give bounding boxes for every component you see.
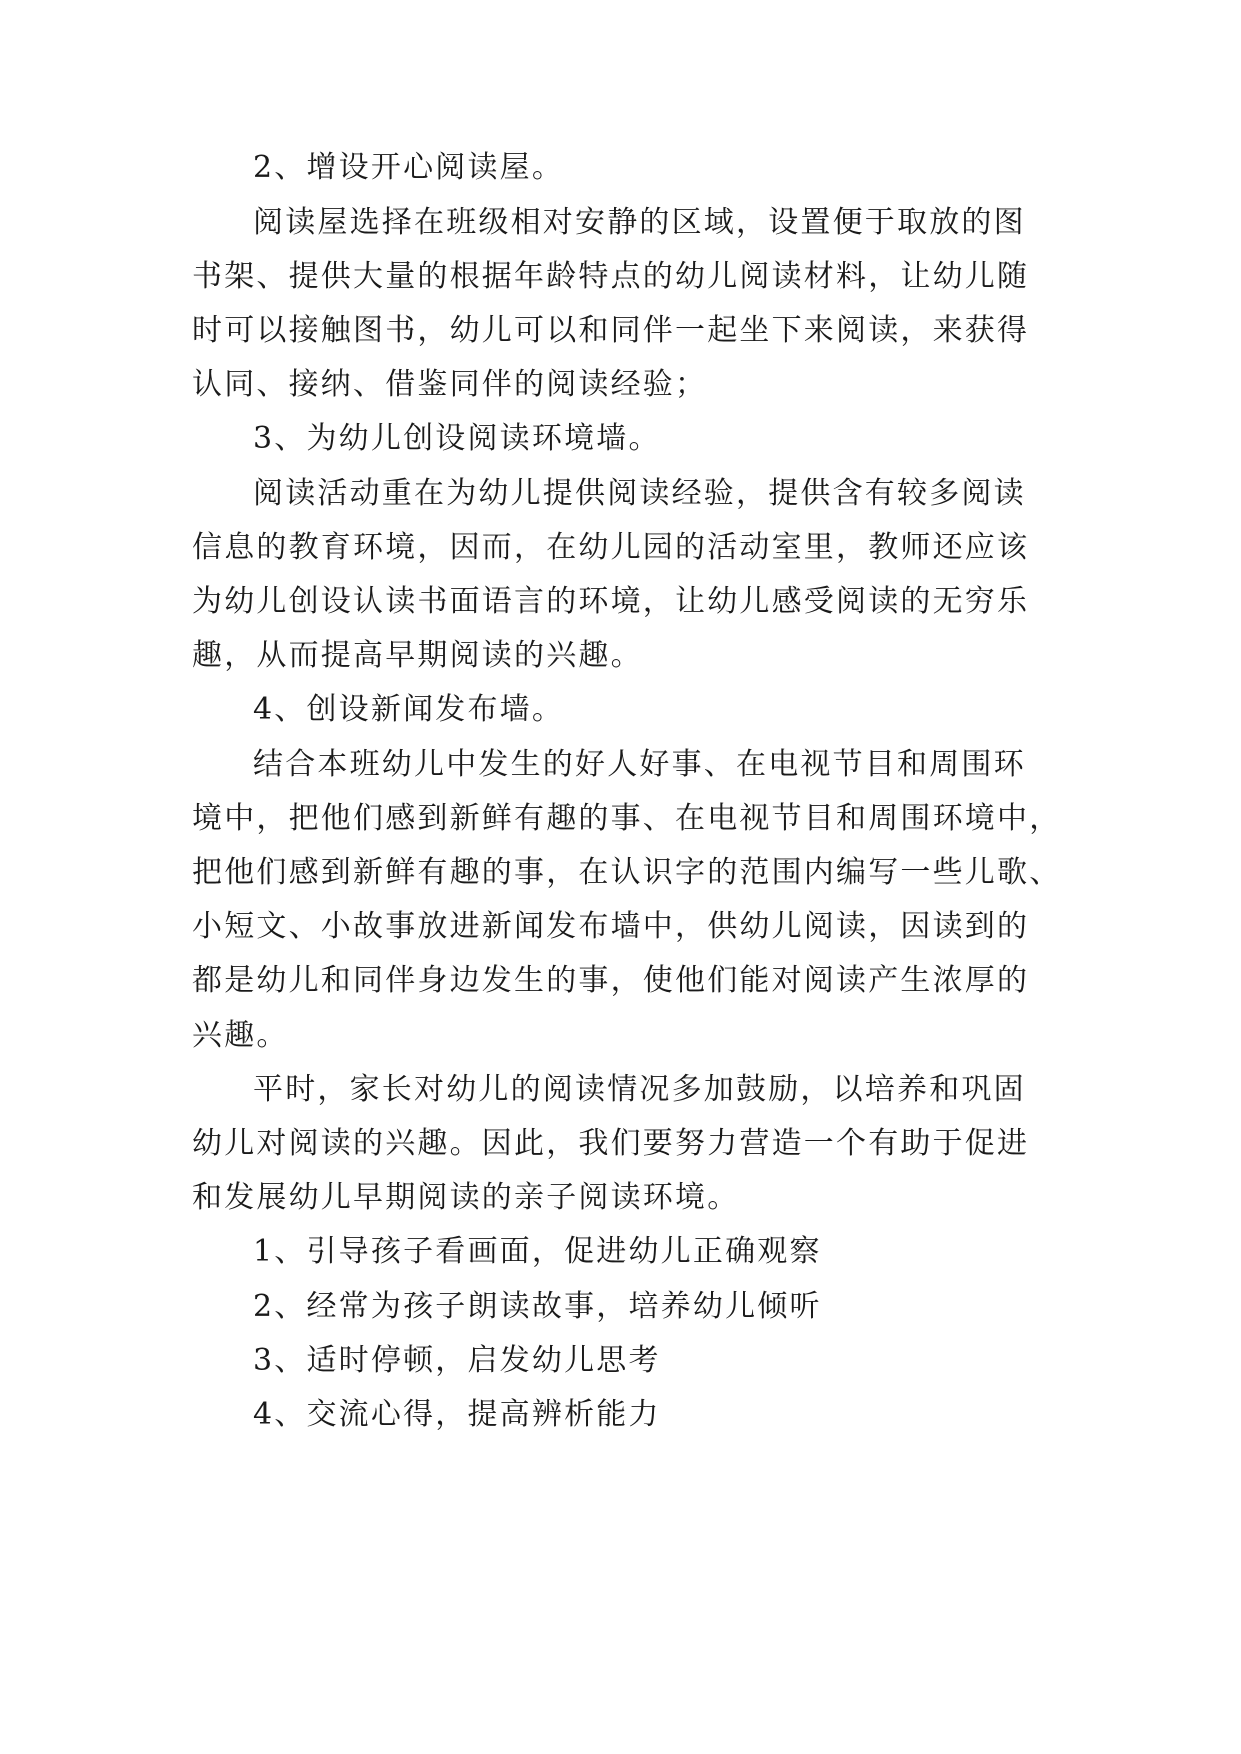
paragraph-line: 信息的教育环境，因而，在幼儿园的活动室里，教师还应该 — [192, 530, 1030, 565]
paragraph-line: 时可以接触图书，幼儿可以和同伴一起坐下来阅读，来获得 — [192, 313, 1030, 348]
paragraph-line: 认同、接纳、借鉴同伴的阅读经验； — [192, 367, 708, 402]
paragraph-line: 阅读屋选择在班级相对安静的区域，设置便于取放的图 — [253, 205, 1026, 240]
heading-reading-wall: 3、为幼儿创设阅读环境墙。 — [253, 421, 661, 456]
list-item: 2、经常为孩子朗读故事，培养幼儿倾听 — [253, 1289, 822, 1324]
paragraph-line: 兴趣。 — [192, 1018, 289, 1053]
paragraph-line: 阅读活动重在为幼儿提供阅读经验，提供含有较多阅读 — [253, 476, 1026, 511]
paragraph-line: 和发展幼儿早期阅读的亲子阅读环境。 — [192, 1180, 740, 1215]
list-item: 1、引导孩子看画面，促进幼儿正确观察 — [253, 1234, 822, 1269]
paragraph-line: 书架、提供大量的根据年龄特点的幼儿阅读材料，让幼儿随 — [192, 259, 1030, 294]
list-item: 3、适时停顿，启发幼儿思考 — [253, 1343, 661, 1378]
paragraph-line: 幼儿对阅读的兴趣。因此，我们要努力营造一个有助于促进 — [192, 1126, 1030, 1161]
paragraph-line: 小短文、小故事放进新闻发布墙中，供幼儿阅读，因读到的 — [192, 909, 1030, 944]
heading-news-wall: 4、创设新闻发布墙。 — [253, 692, 565, 727]
paragraph-line: 都是幼儿和同伴身边发生的事，使他们能对阅读产生浓厚的 — [192, 963, 1030, 998]
paragraph-line: 境中，把他们感到新鲜有趣的事、在电视节目和周围环境中， — [192, 801, 1062, 836]
heading-reading-house: 2、增设开心阅读屋。 — [253, 150, 565, 185]
paragraph-line: 把他们感到新鲜有趣的事，在认识字的范围内编写一些儿歌、 — [192, 855, 1062, 890]
paragraph-line: 平时，家长对幼儿的阅读情况多加鼓励，以培养和巩固 — [253, 1072, 1026, 1107]
paragraph-line: 趣，从而提高早期阅读的兴趣。 — [192, 638, 643, 673]
paragraph-line: 为幼儿创设认读书面语言的环境，让幼儿感受阅读的无穷乐 — [192, 584, 1030, 619]
list-item: 4、交流心得，提高辨析能力 — [253, 1397, 661, 1432]
paragraph-line: 结合本班幼儿中发生的好人好事、在电视节目和周围环 — [253, 747, 1026, 782]
